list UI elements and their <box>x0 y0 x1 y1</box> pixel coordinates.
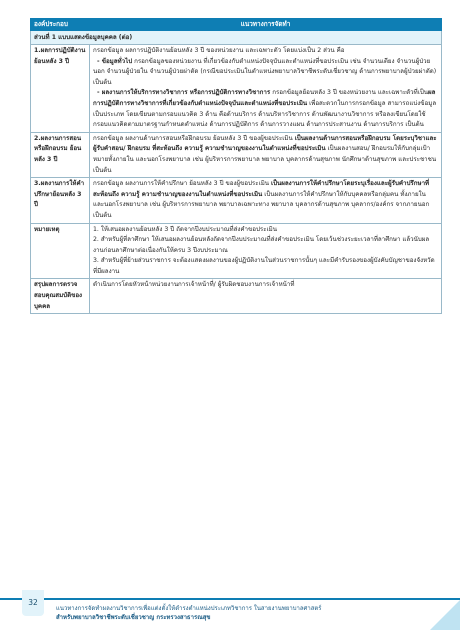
guideline-table <box>30 18 442 314</box>
row-content <box>90 223 442 279</box>
body-text: กรอกข้อมูลย้อนหลัง 3 ปี ของหน่วยงาน และเฉพาะตัวที่เป็น <box>270 89 428 97</box>
table-row <box>31 223 442 279</box>
bold-text: เป็นผลงานด้านการสอนหรือฝึกอบรม โดยระบุวิชาและผู้รับคำสอน/ ฝึกอบรม ที่สะท้อนถึง ความรู้ ความชำนาญของงานในตำแหน่งที่ขอประเมิน <box>93 134 437 153</box>
section-row <box>31 31 442 45</box>
body-text: กรอกข้อมูลของหน่วยงาน ที่เกี่ยวข้องกับตำแหน่งปัจจุบันและตำแหน่งที่ขอประเมิน เช่น จำนวนเตียง จำนวนผู้ป่วยนอก จำนวนผู้ป่วยใน จำนวนผู้ป่วยผ่าตัด (กรณีขอประเมินในตำแหน่งพยาบาลวิชาชีพระดับเชี่ยวชาญ ด้านการพยาบาลผู้ป่วยผ่าตัด) เป็นต้น <box>93 57 437 86</box>
page-number: 32 <box>22 590 44 616</box>
row-label: 3.ผลงานการให้คำปรึกษาย้อนหลัง 3 ปี <box>31 178 90 223</box>
row-label: 2.ผลงานการสอนหรือฝึกอบรม ย้อนหลัง 3 ปี <box>31 132 90 177</box>
row-paragraph <box>93 57 438 89</box>
note-item: 2. สำหรับผู้ที่ลาศึกษา ให้เสนอผลงานย้อนหลังถัดจากปีงบประมาณที่ส่งคำขอประเมิน โดยเว้นช่วงระยะเวลาที่ลาศึกษา แล้วนับผลงานก่อนลาศึกษาต่อเนื่องกันให้ครบ 3 ปีงบประมาณ <box>93 236 430 254</box>
table-row <box>31 279 442 314</box>
row-content <box>90 178 442 223</box>
note-item: 1. ให้เสนอผลงานย้อนหลัง 3 ปี ถัดจากปีงบประมาณที่ส่งคำขอประเมิน <box>93 225 277 233</box>
body-text: เป็นผลงานการให้คำปรึกษาให้กับบุคคลหรือกลุ่มคน ทั้งภายใน และนอกโรงพยาบาล เช่น ผู้บริหารการพยาบาล พยาบาลเฉพาะทาง พยาบาล บุคลากรด้านสุขภาพ บุคลากร/องค์กร จากภายนอก เป็นต้น <box>93 190 430 219</box>
row-paragraph: กรอกข้อมูล ผลการปฏิบัติงานย้อนหลัง 3 ปี ของหน่วยงาน และเฉพาะตัว โดยแบ่งเป็น 2 ส่วน คือ <box>93 47 345 54</box>
row-label: สรุปผลการตรวจสอบคุณสมบัติของบุคคล <box>31 279 90 314</box>
footer-line-1: แนวทางการจัดทำผลงานวิชาการเพื่อแต่งตั้งให้ดำรงตำแหน่งประเภทวิชาการ ในสายงานพยาบาลศาสตร์ <box>56 605 322 612</box>
body-text: กรอกข้อมูล ผลงานการให้คำปรึกษา ย้อนหลัง 3 ปี ของผู้ขอประเมิน <box>93 180 271 188</box>
bold-text: - ผลงานการให้บริการทางวิชาการ หรือการปฏิบัติการทางวิชาการ <box>97 89 271 97</box>
row-paragraph <box>93 88 438 130</box>
footer-caption <box>56 604 322 622</box>
row-label: หมายเหตุ <box>31 223 90 279</box>
table-header-row <box>31 19 442 31</box>
row-content <box>90 132 442 177</box>
table-row <box>31 45 442 133</box>
header-component: องค์ประกอบ <box>31 19 90 31</box>
bold-text: ผลการปฏิบัติการทางวิชาการที่เกี่ยวข้องกับตำแหน่งปัจจุบันและตำแหน่งที่ขอประเมิน <box>93 89 436 107</box>
table-row <box>31 178 442 223</box>
row-label: 1.ผลการปฏิบัติงานย้อนหลัง 3 ปี <box>31 45 90 133</box>
corner-decoration <box>430 600 460 630</box>
footer-stripe <box>0 598 460 600</box>
bold-text: - ข้อมูลทั่วไป <box>97 57 133 65</box>
body-text: เป็นผลงานสอน/ ฝึกอบรมให้กับกลุ่มเป้าหมายทั้งภายใน และนอกโรงพยาบาล เช่น ผู้บริหารการพยาบาล พยาบาล บุคลากรด้านสุขภาพ นักศึกษาด้านสุขภาพ และประชาชน เป็นต้น <box>93 145 437 174</box>
footer-line-2: สำหรับพยาบาลวิชาชีพระดับเชี่ยวชาญ กระทรวงสาธารณสุข <box>56 614 211 621</box>
row-content <box>90 45 442 133</box>
row-content: ดำเนินการโดยหัวหน้าหน่วยงานการเจ้าหน้าที่/ ผู้รับผิดชอบงานการเจ้าหน้าที่ <box>90 279 442 314</box>
bold-text: เป็นผลงานการให้คำปรึกษาโดยระบุเรื่องและผู้รับคำปรึกษาที่สะท้อนถึง ความรู้ ความชำนาญของงานในตำแหน่งที่ขอประเมิน <box>93 180 430 198</box>
body-text: เพื่อสะดวกในการกรอกข้อมูล สามารถแบ่งข้อมูลเป็นประเภท โดยเขียนตามกรอบแนวคิด 3 ด้าน คือด้านบริการ ด้านบริหารวิชาการ ด้านพัฒนางานวิชาการ หรือลงเขียนโดยใช้กรอบแนวคิดตามมาตรฐานกำหนดตำแหน่ง ด้านการปฏิบัติการ ด้านการวางแผน ด้านการประสานงาน ด้านการบริการ เป็นต้น <box>93 99 437 129</box>
body-text: กรอกข้อมูล ผลงานด้านการสอนหรือฝึกอบรม ย้อนหลัง 3 ปี ของผู้ขอประเมิน <box>93 134 295 142</box>
note-item: 3. สำหรับผู้ที่ย้ายส่วนราชการ จะต้องแสดงผลงานของผู้ปฏิบัติงานในส่วนราชการนั้นๆ และมีคำรับรองของผู้บังคับบัญชาของจังหวัดที่มีผลงาน <box>93 257 435 275</box>
section-title: ส่วนที่ 1 แบบแสดงข้อมูลบุคคล (ต่อ) <box>31 31 442 45</box>
table-row <box>31 132 442 177</box>
header-guideline: แนวทางการจัดทำ <box>90 19 442 31</box>
